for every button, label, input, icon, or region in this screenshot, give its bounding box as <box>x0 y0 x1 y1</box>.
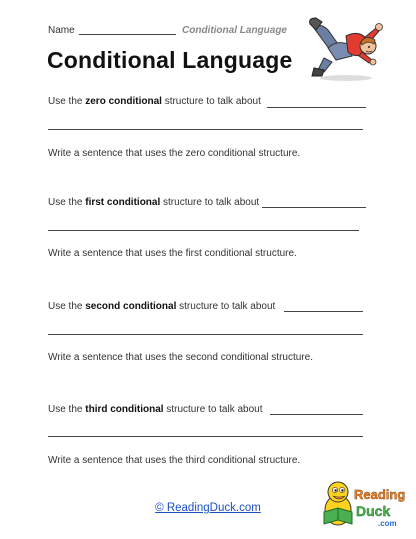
answer-line-third-full[interactable] <box>48 436 363 437</box>
question-prefix: Use the <box>48 197 86 208</box>
question-term: zero conditional <box>85 96 162 107</box>
answer-line-third-inline[interactable] <box>270 414 363 415</box>
answer-line-first-inline[interactable] <box>262 207 366 208</box>
question-prefix: Use the <box>48 301 86 312</box>
page-title: Conditional Language <box>47 47 293 73</box>
question-term: second conditional <box>85 301 177 312</box>
question-zero-conditional <box>48 96 261 107</box>
question-second-conditional <box>48 301 275 312</box>
prompt-third-conditional: Write a sentence that uses the third conditional structure. <box>48 455 301 466</box>
name-label: Name <box>48 25 75 36</box>
prompt-first-conditional: Write a sentence that uses the first conditional structure. <box>48 248 297 259</box>
logo-text-domain: .com <box>378 519 397 528</box>
answer-line-zero-full[interactable] <box>48 129 363 130</box>
question-suffix: structure to talk about <box>163 404 263 415</box>
answer-line-second-inline[interactable] <box>284 311 363 312</box>
question-prefix: Use the <box>48 96 86 107</box>
question-suffix: structure to talk about <box>161 96 261 107</box>
footer-link[interactable]: © ReadingDuck.com <box>155 502 261 514</box>
header-subtitle: Conditional Language <box>182 25 287 36</box>
question-prefix: Use the <box>48 404 86 415</box>
question-first-conditional <box>48 197 259 208</box>
logo-text-reading: Reading <box>354 487 406 502</box>
falling-boy-illustration <box>306 14 388 82</box>
logo-text-duck: Duck <box>356 503 391 519</box>
question-third-conditional <box>48 404 263 415</box>
question-suffix: structure to talk about <box>176 301 276 312</box>
prompt-zero-conditional: Write a sentence that uses the zero conditional structure. <box>48 148 301 159</box>
answer-line-zero-inline[interactable] <box>267 107 366 108</box>
question-term: first conditional <box>85 197 161 208</box>
reading-duck-logo <box>318 476 408 532</box>
question-term: third conditional <box>85 404 164 415</box>
answer-line-first-full[interactable] <box>48 230 359 231</box>
answer-line-second-full[interactable] <box>48 334 363 335</box>
prompt-second-conditional: Write a sentence that uses the second conditional structure. <box>48 352 313 363</box>
name-line[interactable] <box>79 34 176 35</box>
question-suffix: structure to talk about <box>160 197 260 208</box>
